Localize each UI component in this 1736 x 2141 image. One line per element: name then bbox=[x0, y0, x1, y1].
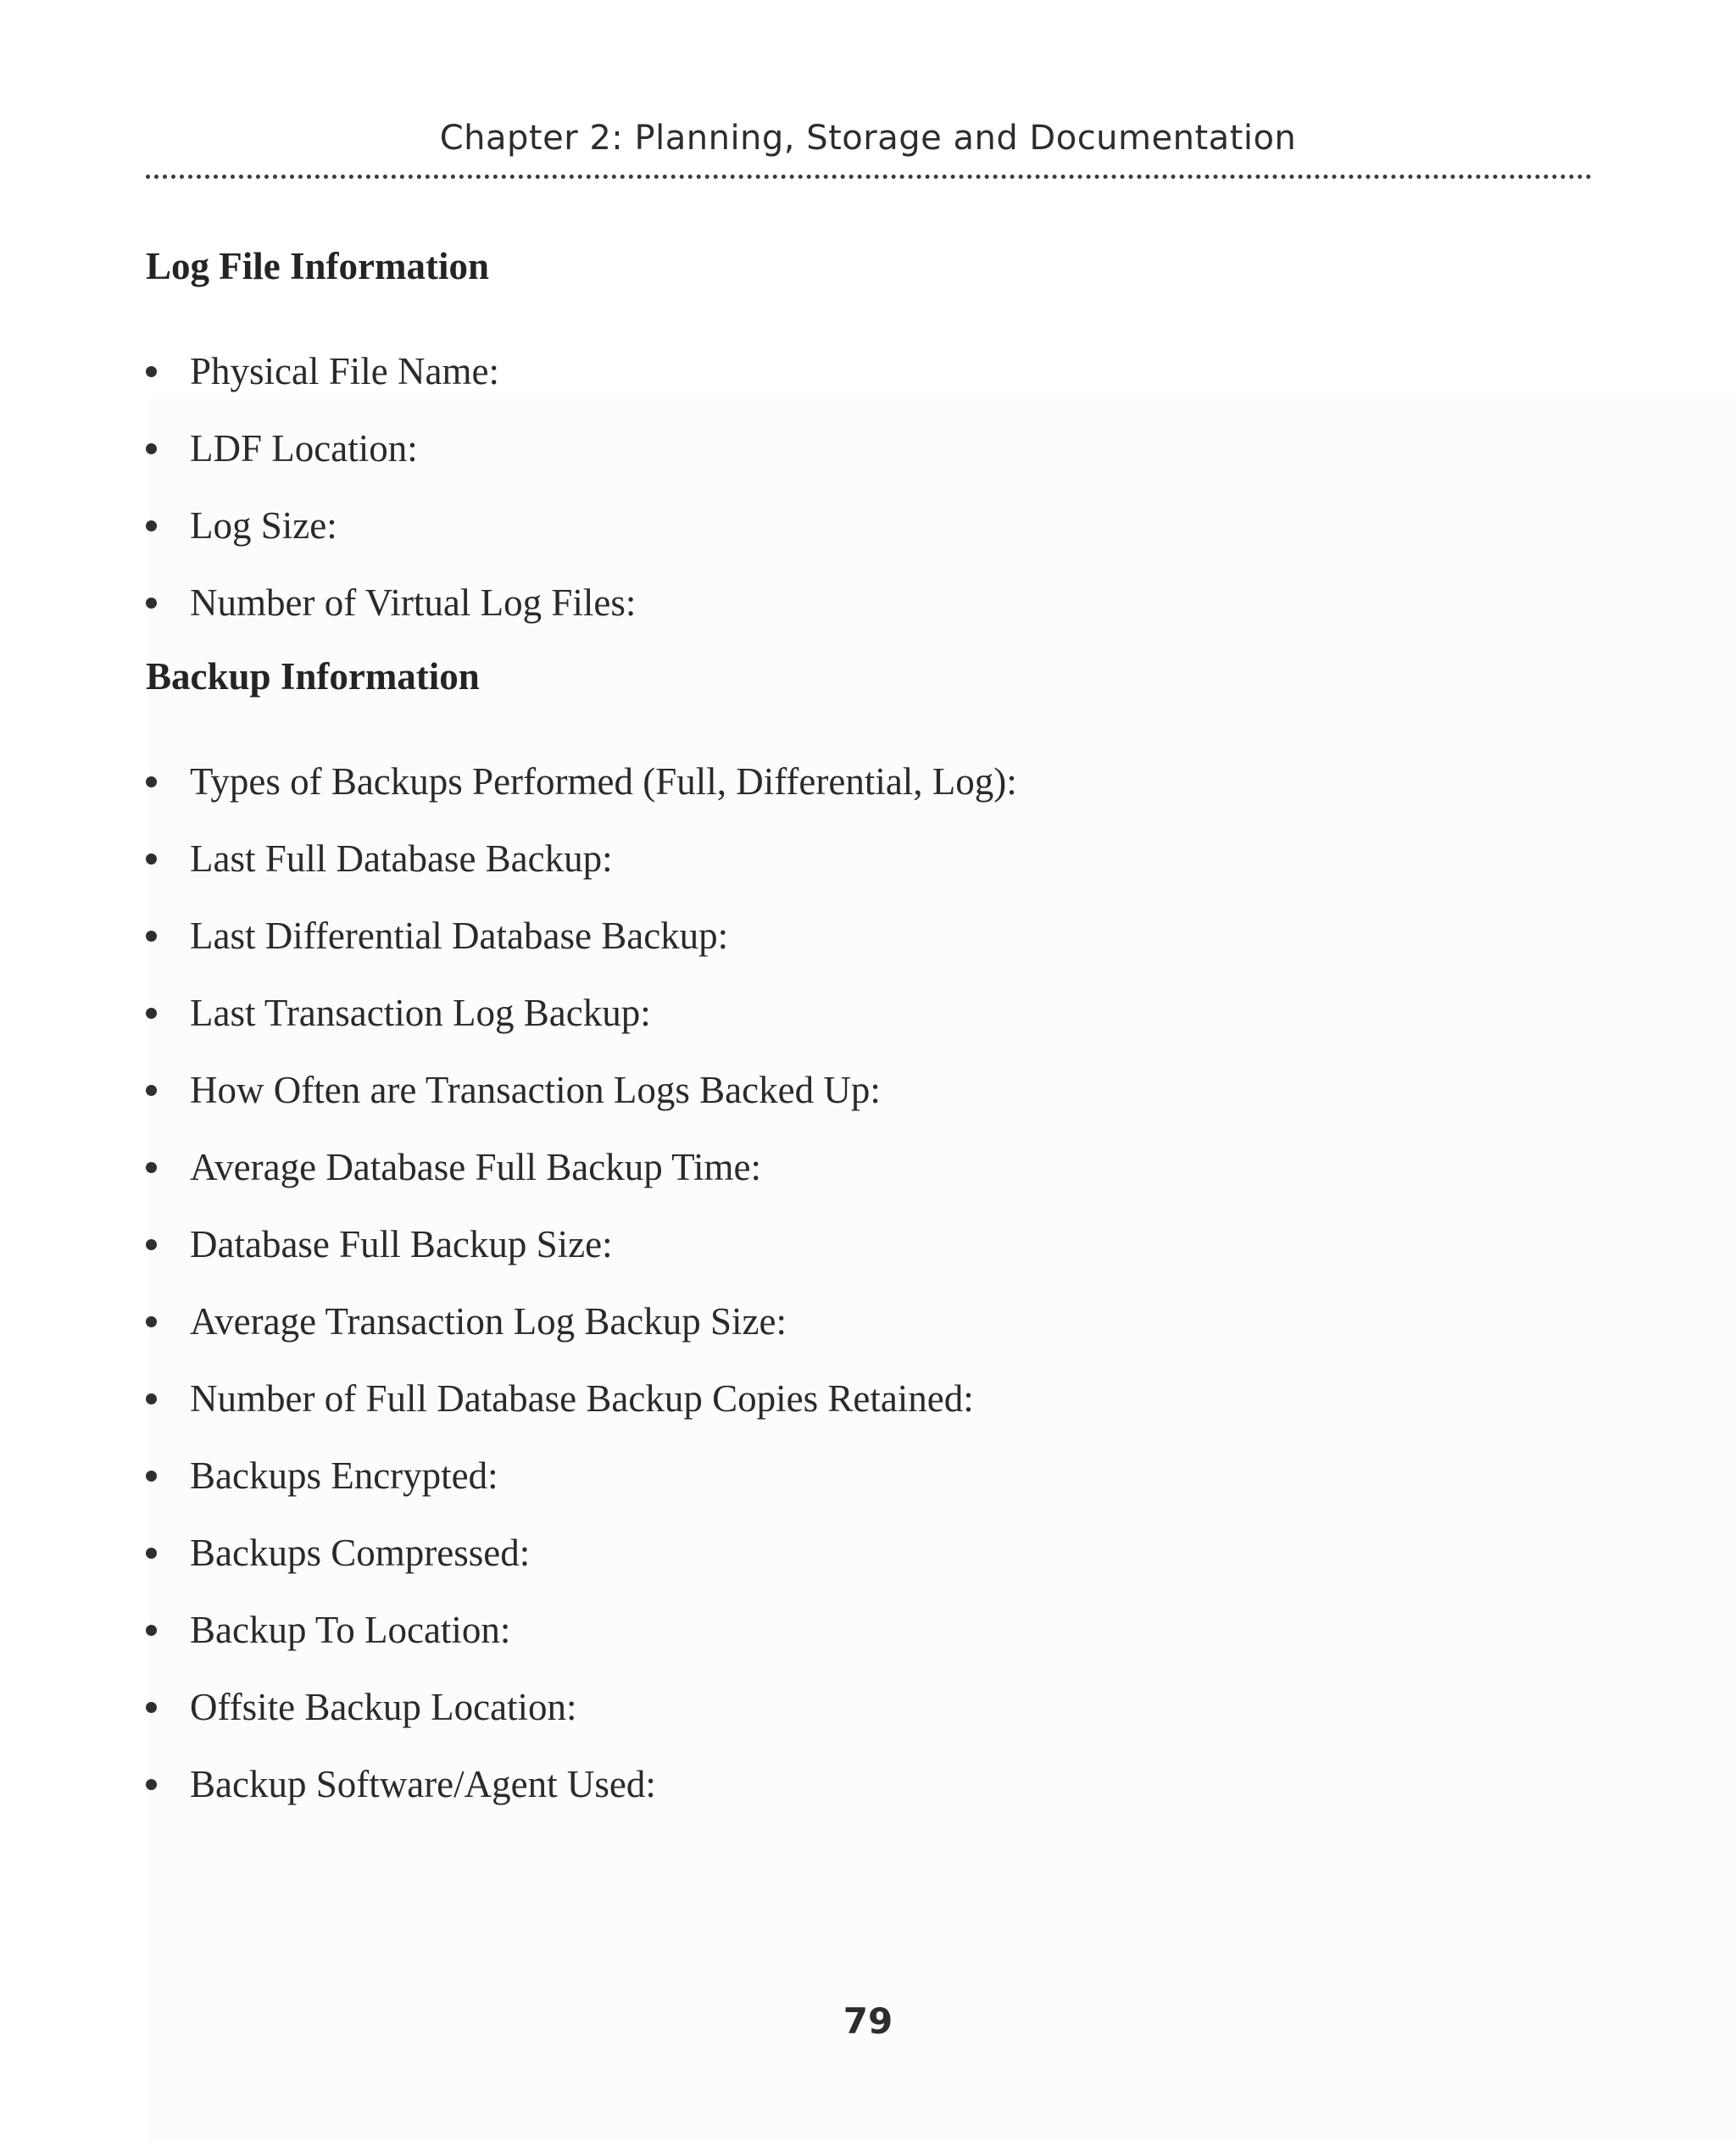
list-item-text: Backups Compressed: bbox=[190, 1532, 531, 1574]
log-file-heading: Log File Information bbox=[146, 245, 489, 287]
list-item-text: Average Database Full Backup Time: bbox=[190, 1146, 762, 1188]
list-item-text: Database Full Backup Size: bbox=[190, 1223, 613, 1265]
bullet-icon bbox=[146, 1471, 157, 1482]
backup-info-heading: Backup Information bbox=[146, 655, 480, 698]
list-item-text: Backups Encrypted: bbox=[190, 1454, 498, 1497]
bullet-icon bbox=[146, 1702, 157, 1713]
list-item-text: Backup Software/Agent Used: bbox=[190, 1763, 656, 1805]
bullet-icon bbox=[146, 776, 157, 787]
list-item-text: How Often are Transaction Logs Backed Up: bbox=[190, 1069, 881, 1111]
list-item-text: Number of Full Database Backup Copies Retained: bbox=[190, 1377, 974, 1420]
bullet-icon bbox=[146, 1085, 157, 1096]
list-item-text: Number of Virtual Log Files: bbox=[190, 581, 637, 624]
bullet-icon bbox=[146, 1625, 157, 1636]
bullet-icon bbox=[146, 443, 157, 454]
bullet-icon bbox=[146, 1008, 157, 1019]
bullet-icon bbox=[146, 1779, 157, 1790]
list-item-text: Last Full Database Backup: bbox=[190, 837, 613, 880]
list-item-text: Last Differential Database Backup: bbox=[190, 915, 729, 957]
list-item-text: Average Transaction Log Backup Size: bbox=[190, 1300, 787, 1343]
chapter-header: Chapter 2: Planning, Storage and Documentation bbox=[439, 119, 1297, 158]
bullet-icon bbox=[146, 1548, 157, 1559]
bullet-icon bbox=[146, 598, 157, 609]
list-item-text: Log Size: bbox=[190, 504, 337, 547]
header-dotted-rule bbox=[146, 175, 1592, 179]
bullet-icon bbox=[146, 1316, 157, 1327]
bullet-icon bbox=[146, 1162, 157, 1173]
bullet-icon bbox=[146, 366, 157, 377]
bullet-icon bbox=[146, 1239, 157, 1250]
list-item-text: Backup To Location: bbox=[190, 1609, 511, 1651]
bullet-icon bbox=[146, 1393, 157, 1404]
bullet-icon bbox=[146, 520, 157, 531]
list-item-text: Last Transaction Log Backup: bbox=[190, 992, 651, 1034]
bullet-icon bbox=[146, 854, 157, 865]
bullet-icon bbox=[146, 931, 157, 942]
list-item-text: Types of Backups Performed (Full, Differential, Log): bbox=[190, 760, 1017, 803]
page-number: 79 bbox=[843, 2000, 893, 2042]
list-item-text: Offsite Backup Location: bbox=[190, 1686, 577, 1728]
list-item-text: Physical File Name: bbox=[190, 350, 499, 392]
list-item-text: LDF Location: bbox=[190, 427, 418, 470]
